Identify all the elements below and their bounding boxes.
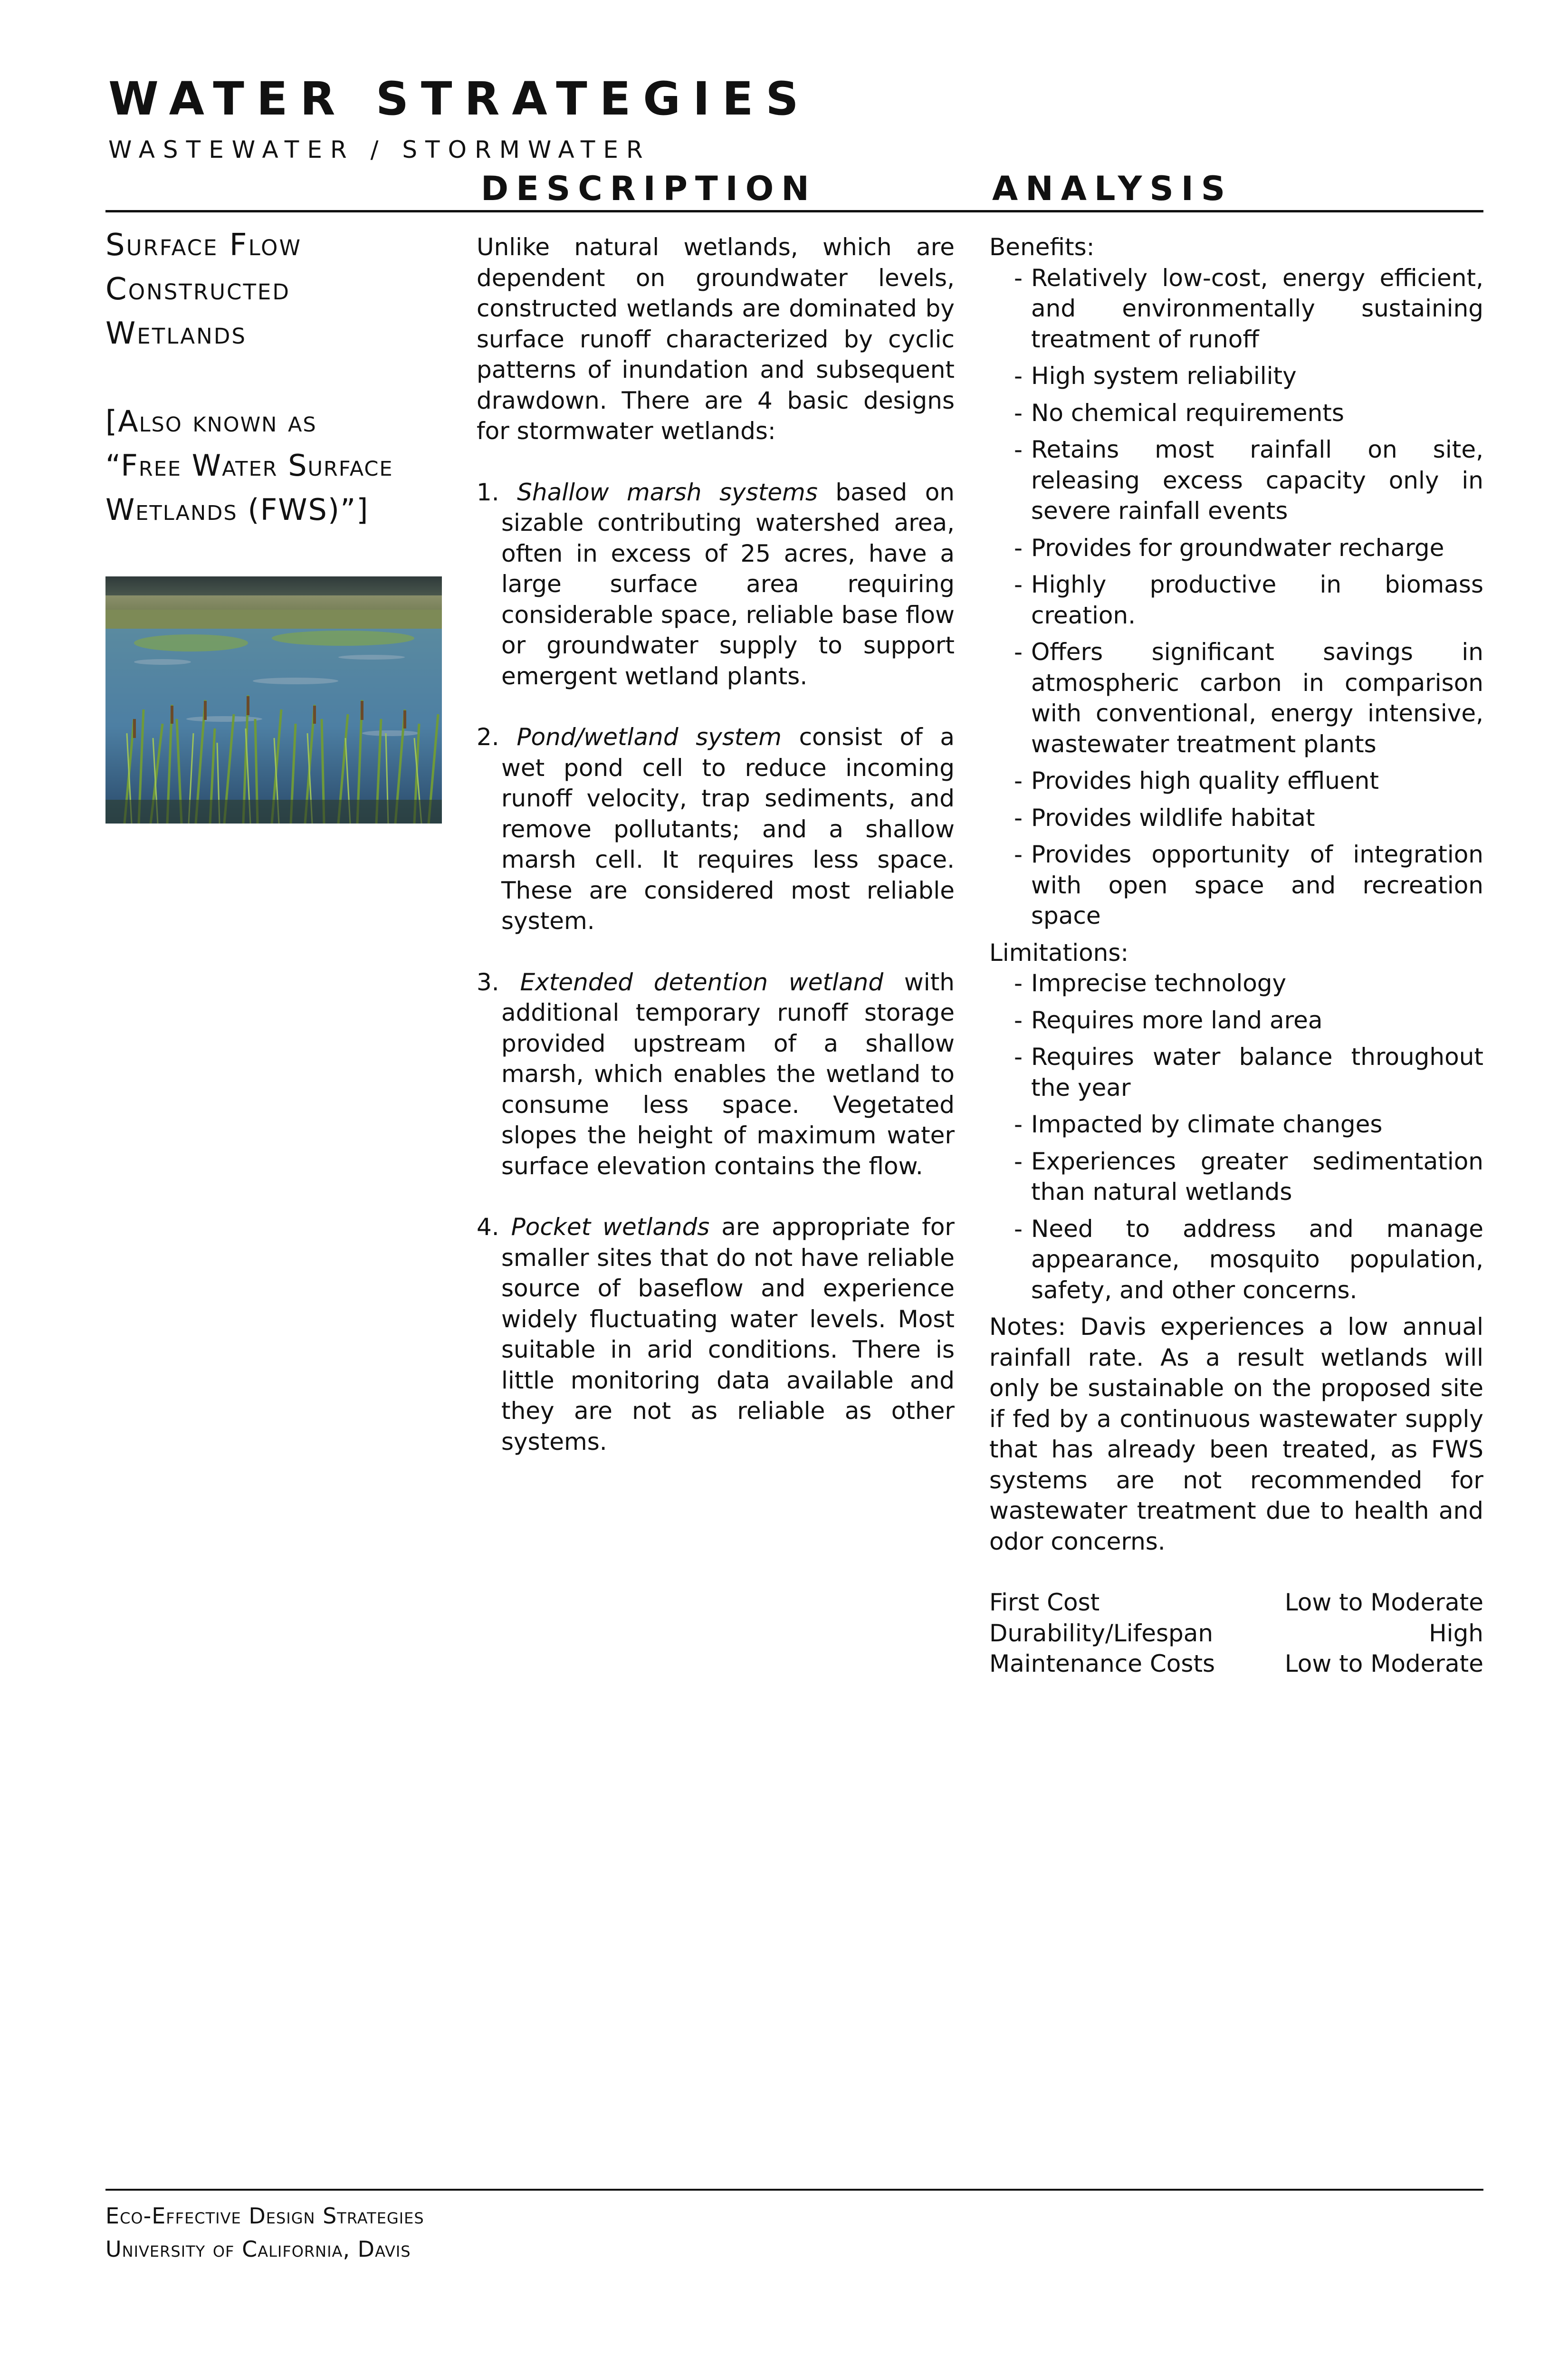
limitations-label: Limitations: [989, 939, 1129, 967]
limitations-list [989, 968, 1483, 1305]
item-term: Shallow marsh systems [517, 478, 818, 506]
benefit-text: Provides high quality effluent [1031, 767, 1379, 795]
benefit-text: Offers significant savings in atmospheric carbon in comparison with conventional, energy intensive, wastewater treatment plants [1031, 638, 1483, 758]
footer-line: University of California, Davis [105, 2236, 411, 2262]
list-item: - Imprecise technology [1014, 969, 1287, 997]
benefit-text: No chemical requirements [1031, 399, 1344, 427]
rating-row [989, 1648, 1483, 1679]
analysis-column [989, 232, 1483, 1679]
strategy-title-line: Constructed [105, 272, 291, 307]
item-term: Pocket wetlands [511, 1213, 710, 1241]
list-item: - Requires more land area [1014, 1006, 1323, 1034]
footer-line: Eco-Effective Design Strategies [105, 2203, 424, 2229]
notes-text: Notes: Davis experiences a low annual rainfall rate. As a result wetlands will only be sustainable on the proposed site if fed by a continuous wastewater supply that has already been treated, as FWS systems are not recommended for wastewater treatment due to health and odor concerns. [989, 1313, 1483, 1555]
item-number: 4. [477, 1213, 499, 1241]
item-text: with additional temporary runoff storage provided upstream of a shallow marsh, which enables the wetland to consume less space. Vegetated slopes the height of maximum water surface elevation contains the flow. [501, 968, 955, 1180]
list-item: - Need to address and manage appearance, mosquito population, safety, and other concerns. [1014, 1215, 1483, 1304]
list-item: - Offers significant savings in atmospheric carbon in comparison with conventional, energy intensive, wastewater treatment plants [1014, 638, 1483, 758]
ratings-table [989, 1587, 1483, 1679]
benefit-text: High system reliability [1031, 362, 1297, 390]
rating-label: Durability/Lifespan [989, 1619, 1214, 1647]
list-item: - Requires water balance throughout the year [1014, 1043, 1483, 1102]
footer [105, 2199, 424, 2266]
list-item: - Retains most rainfall on site, releasing excess capacity only in severe rainfall events [1014, 436, 1483, 525]
benefit-text: Provides opportunity of integration with open space and recreation space [1031, 841, 1483, 929]
list-item: - Relatively low-cost, energy efficient, and environmentally sustaining treatment of runoff [1014, 264, 1483, 353]
rating-value: Low to Moderate [1284, 1589, 1483, 1616]
wetland-photo [105, 576, 442, 824]
design-item [477, 967, 955, 1182]
benefit-text: Retains most rainfall on site, releasing excess capacity only in severe rainfall events [1031, 436, 1483, 525]
strategy-title [105, 223, 452, 356]
rating-label: First Cost [989, 1589, 1100, 1616]
description-intro: Unlike natural wetlands, which are dependent on groundwater levels, constructed wetlands are dominated by surface runoff characterized by cyclic patterns of inundation and subsequent drawdown. There are 4 basic designs for stormwater wetlands: [477, 233, 955, 445]
item-number: 3. [477, 968, 499, 996]
rating-row [989, 1618, 1483, 1649]
benefits-list [989, 263, 1483, 931]
item-term: Pond/wetland system [516, 723, 782, 751]
list-item: - Experiences greater sedimentation than natural wetlands [1014, 1147, 1483, 1206]
benefit-text: Provides for groundwater recharge [1031, 534, 1444, 562]
benefits-label: Benefits: [989, 233, 1095, 261]
item-text: consist of a wet pond cell to reduce incoming runoff velocity, trap sediments, and remove pollutants; and a shallow marsh cell. It requires less space. These are considered most reliable system. [501, 723, 955, 935]
rating-value: Low to Moderate [1284, 1650, 1483, 1677]
benefit-text: Highly productive in biomass creation. [1031, 571, 1483, 629]
rating-row [989, 1587, 1483, 1618]
design-item [477, 1212, 955, 1457]
strategy-title-line: Wetlands [105, 316, 247, 351]
limitation-text: Experiences greater sedimentation than natural wetlands [1031, 1147, 1483, 1206]
item-number: 1. [477, 478, 499, 506]
limitation-text: Need to address and manage appearance, mosquito population, safety, and other concerns. [1031, 1215, 1483, 1304]
list-item: - Provides opportunity of integration with open space and recreation space [1014, 841, 1483, 929]
rating-value: High [1429, 1619, 1483, 1647]
list-item: - Provides high quality effluent [1014, 767, 1379, 795]
strategy-aka [105, 399, 452, 532]
benefit-text: Provides wildlife habitat [1031, 804, 1315, 832]
limitation-text: Impacted by climate changes [1031, 1111, 1383, 1138]
description-column [477, 232, 955, 1457]
limitation-text: Imprecise technology [1031, 969, 1287, 997]
description-heading: DESCRIPTION [481, 169, 817, 208]
page-title: WATER STRATEGIES [108, 72, 811, 125]
header-divider [105, 210, 1483, 212]
rating-label: Maintenance Costs [989, 1650, 1215, 1677]
list-item: - Highly productive in biomass creation. [1014, 571, 1483, 629]
strategy-aka-line: “Free Water Surface [105, 448, 393, 483]
list-item: - No chemical requirements [1014, 399, 1344, 427]
list-item: - Impacted by climate changes [1014, 1111, 1383, 1138]
benefit-text: Relatively low-cost, energy efficient, and environmentally sustaining treatment of runoff [1031, 264, 1483, 353]
item-term: Extended detention wetland [520, 968, 884, 996]
list-item: - Provides wildlife habitat [1014, 804, 1315, 832]
footer-divider [105, 2189, 1483, 2191]
limitation-text: Requires more land area [1031, 1006, 1323, 1034]
item-text: are appropriate for smaller sites that do not have reliable source of baseflow and experience widely fluctuating water levels. Most suitable in arid conditions. There is little monitoring data available and they are not as reliable as other systems. [501, 1213, 955, 1456]
strategy-aka-line: Wetlands (FWS)”] [105, 492, 369, 527]
list-item: - Provides for groundwater recharge [1014, 534, 1444, 562]
item-number: 2. [477, 723, 499, 751]
strategy-aka-line: [Also known as [105, 404, 317, 439]
design-item [477, 477, 955, 692]
design-item [477, 722, 955, 937]
list-item: - High system reliability [1014, 362, 1297, 390]
item-text: based on sizable contributing watershed area, often in excess of 25 acres, have a large surface area requiring considerable space, reliable base flow or groundwater supply to support emergent wetland plants. [501, 478, 955, 690]
strategy-title-line: Surface Flow [105, 228, 302, 263]
analysis-heading: ANALYSIS [992, 169, 1233, 208]
page-subtitle: WASTEWATER / STORMWATER [108, 136, 651, 163]
limitation-text: Requires water balance throughout the year [1031, 1043, 1483, 1102]
